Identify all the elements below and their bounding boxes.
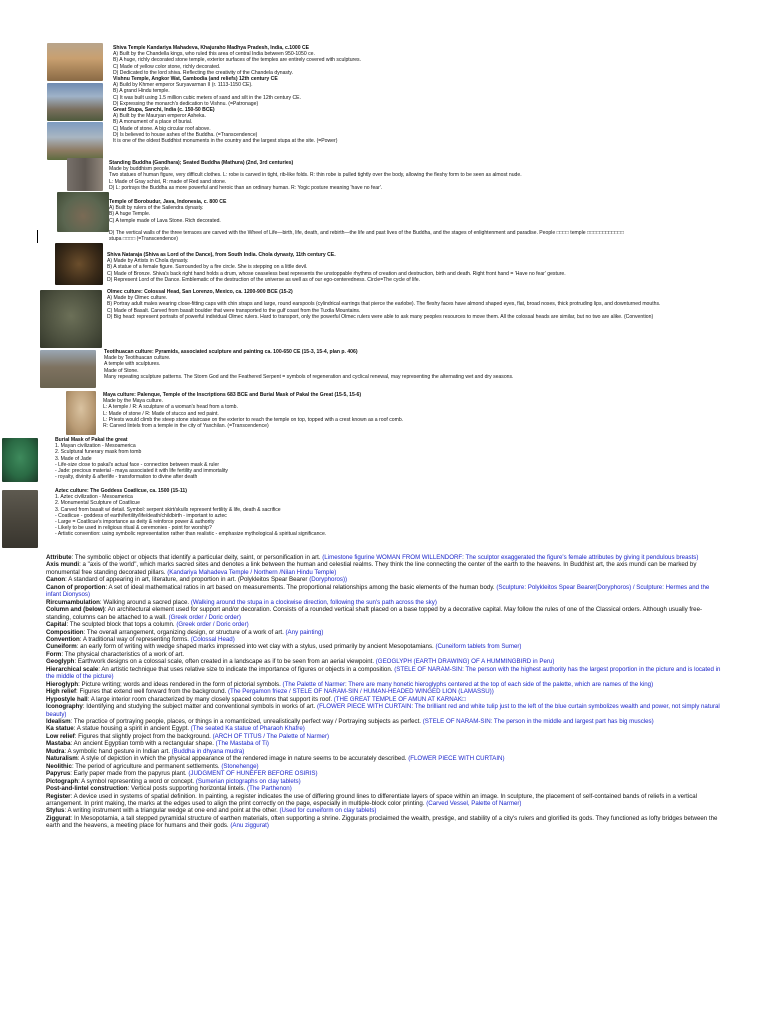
glossary-definition: The physical characteristics of a work of art. [64, 650, 185, 658]
artwork-heading: Aztec culture: The Goddess Coatlicue, ca. 1500 (15-11) [55, 488, 187, 494]
glossary-definition: An ancient Egyptian tomb with a rectangular shape. [73, 740, 214, 748]
artwork-line: D) Dedicated to the lord shiva. Reflecting the creativity of the Chandela dynasty. [113, 69, 293, 76]
shiva-temple-image [47, 43, 103, 81]
glossary-definition: Early paper made from the papyrus plant. [73, 770, 187, 778]
artwork-line: L: Priests would climb the steep stone staircase on the exterior to reach the temple on top, topped with a crest known as a roof comb. [103, 416, 404, 423]
glossary-definition: A standard of appearing in art, literature, and proportion in art. (Polykleitos Spear Bearer [68, 576, 308, 584]
glossary-example: (Cuneiform tablets from Sumer) [435, 643, 522, 651]
glossary-colon: : [73, 725, 77, 733]
artwork-line: Made by Teotihuacan culture. [104, 355, 171, 362]
glossary-example: (Anu ziggurat) [230, 822, 269, 830]
glossary-definition: A device used in systems of spatial definition. In painting, a register indicates the use of differing ground lines to differentiate layers of space within an image. In sculpture, the placement of self-contained bands of reliefs in a vertical arrangement. In print making, the marks at the edges used to align the print correctly on the page, especially in multiple-block color printing. [46, 792, 698, 807]
artwork-line: B) A huge Temple. [109, 211, 151, 218]
artwork-line: D) The vertical walls of the three terraces are carved with the Wheel of Life—birth, life, death, and rebirth—the life and past lives of the Buddha, and the stages of enlightenment and paradise. People □□□□ temple □□□□□□□□□□□□ [109, 229, 624, 236]
glossary-example: (Greek order / Doric order) [168, 613, 241, 621]
glossary-example: (The seated Ka statue of Pharaoh Khafre) [190, 725, 305, 733]
artwork-line: A) Built by the Mauryan emperor Asheka. [113, 113, 206, 120]
artwork-line: - royalty, divinity & afterlife - transformation to divine after death [55, 474, 198, 481]
glossary-term: Neolithic [46, 762, 72, 770]
glossary-term: Rircumambulation [46, 598, 100, 606]
glossary-definition: A traditional way of representing forms. [82, 635, 190, 643]
standing-buddha-image [67, 158, 103, 191]
artwork-line: L: Made of stone / R: Made of stucco and red paint. [103, 410, 219, 417]
artwork-heading: Great Stupa, Sanchi, India (c. 150-50 BCE) [113, 107, 215, 113]
teotihuacan-image [40, 350, 96, 388]
glossary-colon: : [76, 643, 81, 651]
glossary-definition: An artistic technique that uses relative size to indicate the importance of figures or objects in a composition. [101, 665, 393, 673]
artwork-line: 3. Carved from basalt w/ detail. Symbol: serpent skirt/skulls represent fertility & life, death & sacrifice [55, 506, 281, 513]
artwork-line: C) A temple made of Lava Stone. Rich decorated. [109, 217, 221, 224]
artwork-angkor-wat [113, 76, 713, 107]
artwork-line: D) Big head: represent portraits of powerful individual Olmec rulers. Hard to transport, only the powerful Olmec rulers were able to ask many peoples resources to move them. All the colossal heads are similar, but no two are alike. (Convention) [107, 313, 654, 320]
glossary-term: Canon [46, 576, 66, 584]
artwork-line: C) It was built using 1.5 million cubic meters of sand and silt in the 12th century CE. [113, 94, 301, 101]
glossary-definition: A symbol representing a word or concept. [81, 777, 195, 785]
artwork-borobudur [109, 199, 729, 242]
artwork-great-stupa [113, 107, 713, 144]
glossary-colon: : [74, 658, 78, 666]
artwork-line: L: Made of Gray schist, R: made of Red sand stone. [109, 178, 227, 185]
artwork-line: 1. Mayan civilization - Mesoamerica [55, 443, 136, 450]
angkor-wat-image [47, 83, 103, 121]
glossary-example: (STELE OF NARAM-SIN: The person with the highest authority has the largest proportion in the picture and is located in the middle of the picture) [46, 665, 721, 681]
glossary-colon: : [61, 650, 65, 658]
artwork-line: D) Represent Lord of the Dance. Emblematic of the destruction of the universe as well as of our ego-centeredness. Circle=The cycle of life. [107, 276, 420, 283]
glossary-term: High relief [46, 688, 77, 696]
glossary-term: Geoglyph [46, 658, 75, 666]
glossary-entry [46, 606, 724, 621]
artwork-line: - Coatlicue - goddess of earth/fertility/life/death/childbirth - important to aztec [55, 512, 227, 519]
glossary-example: (Colossal Head) [190, 635, 235, 643]
artwork-line: A temple with sculptures. [104, 361, 161, 368]
glossary-colon: : [104, 606, 108, 614]
glossary-entry [46, 740, 724, 747]
glossary-entry [46, 599, 724, 606]
glossary-entry [46, 561, 724, 576]
artwork-line: A) Built by the Chandella kings, who ruled this area of central India between 950-1050 ce. [113, 51, 315, 58]
glossary-colon: : [105, 583, 109, 591]
artwork-line: Made by buddhism people. [109, 166, 171, 173]
artwork-heading: Standing Buddha (Gandhara); Seated Buddha (Mathura) (2nd, 3rd centuries) [109, 160, 294, 166]
glossary-entry [46, 681, 724, 688]
glossary-entry [46, 807, 724, 814]
glossary-term: Stylus [46, 807, 65, 815]
artwork-heading: Shiva Nataraja (Shiva as Lord of the Dance), from South India. Chola dynasty, 11th century CE. [107, 252, 336, 258]
artwork-line: D) L: portrays the Buddha as more powerful and heroic than an ordinary human. R: Yogic posture meaning 'have no fear'. [109, 184, 383, 191]
artwork-olmec-head [107, 289, 732, 320]
artwork-line: B) A monument of a place of burial. [113, 119, 193, 126]
glossary-colon: : [71, 762, 76, 770]
glossary-example: (The Mastaba of Ti) [215, 740, 269, 748]
glossary-term: Idealism [46, 717, 71, 725]
glossary-example: (GEOGLYPH (EARTH DRAWING) OF A HUMMINGBIRD in Peru) [375, 658, 555, 666]
artwork-heading: Teotihuacan culture: Pyramids, associated sculpture and painting ca. 100-650 CE (15-3, 15-4, plan p. 406) [104, 349, 358, 355]
artwork-line: B) A grand Hindu temple. [113, 88, 170, 95]
artwork-heading: Maya culture: Palenque, Temple of the Inscriptions 683 BCE and Burial Mask of Pakal the Great (15-5, 15-6) [103, 392, 362, 398]
glossary-definition: Figures that extend well forward from the background. [79, 688, 227, 696]
artwork-line: It is one of the oldest Buddhist monuments in the country and the largest stupa at the site. (=Power) [113, 138, 338, 145]
glossary-example: (The Pergamon frieze / STELE OF NARAM-SIN / HUMAN-HEADED WINGED LION (LAMASSU)) [227, 688, 494, 696]
glossary-example: (JUDGMENT OF HUNEFER BEFORE OSIRIS) [188, 770, 318, 778]
glossary [46, 554, 724, 830]
glossary-entry [46, 688, 724, 695]
glossary-entry [46, 666, 724, 681]
glossary-definition: A statue housing a spirit in ancient Egypt. [76, 725, 190, 733]
glossary-definition: The practice of portraying people, places, or things in a romanticized, unrealistically perfect way / Portraying subjects as perfect. [73, 717, 422, 725]
glossary-definition: In Mesopotamia, a tall stepped pyramidal structure of earthen materials, often supporting a shrine. Ziggurats proclaimed the wealth, prestige, and stability of a city's rulers and glorified its gods. They functioned as lofty bridges between the earth and the heavens, a meeting place for humans and their gods. [46, 814, 718, 830]
glossary-colon: : [66, 621, 70, 629]
glossary-entry [46, 815, 724, 830]
artwork-teotihuacan [104, 349, 732, 380]
glossary-definition: An architectural element used for support and/or decoration. Consists of a rounded vertical shaft placed on a base topped by a decorative capital. May follow the rules of one of the Classical orders. Although usually free-standing, columns can be attached to a wall. [46, 606, 703, 621]
artwork-line: 3. Made of Jade [55, 455, 92, 462]
glossary-definition: The sculpted block that tops a column. [69, 621, 175, 629]
olmec-head-image [40, 290, 102, 348]
glossary-entry [46, 554, 724, 561]
glossary-colon: : [70, 792, 74, 800]
artwork-shiva-nataraja [107, 252, 732, 283]
artwork-line: L: A temple / R: A sculpture of a woman's head from a tomb. [103, 404, 238, 411]
glossary-example: (FLOWER PIECE WITH CURTAIN: The brilliant red and white tulip just to the left of the blue curtain symbolizes wealth and power, not simply natural beauty) [46, 703, 720, 718]
glossary-colon: : [82, 703, 87, 711]
glossary-example: (THE GREAT TEMPLE OF AMUN AT KARNAK□ [333, 695, 466, 703]
glossary-example: (Doryphoros)) [309, 576, 348, 584]
glossary-example: (Stonehenge) [221, 762, 259, 770]
artwork-line: Made by the Maya culture. [103, 398, 164, 405]
glossary-definition: A writing instrument with a triangular wedge at one end and point at the other. [67, 807, 278, 815]
glossary-colon: : [98, 665, 102, 673]
glossary-colon: : [64, 747, 68, 755]
glossary-entry [46, 643, 724, 650]
glossary-term: Iconography [46, 703, 83, 711]
artwork-line: Many repeating sculpture patterns. The Storm God and the Feathered Serpent = symbols of regeneration and cyclical renewal, may representing the alternating wet and dry seasons. [104, 373, 514, 380]
glossary-entry [46, 584, 724, 599]
glossary-term: Post-and-lintel construction [46, 785, 128, 793]
glossary-definition: The period of agriculture and permanent settlements. [75, 762, 220, 770]
glossary-definition: Figures that slightly project from the background. [78, 732, 211, 740]
artwork-coatlicue [55, 488, 555, 538]
glossary-definition: The symbolic object or objects that identify a particular deity, saint, or personification in art. [74, 554, 321, 561]
glossary-entry [46, 770, 724, 777]
artwork-line: - Artistic convention: using symbolic representation rather than realistic - emphasize mythological & spiritual significance. [55, 531, 327, 538]
artwork-line: 2. Sculptural funerary mask from tomb [55, 449, 142, 456]
glossary-definition: Picture writing; words and ideas rendered in the form of pictorial symbols. [81, 680, 281, 688]
glossary-definition: A style of depiction in which the physical appearance of the rendered image in nature seems to be accurately described. [80, 755, 407, 763]
artwork-standing-buddha [109, 160, 729, 191]
glossary-term: Hierarchical scale [46, 665, 99, 673]
glossary-colon: : [87, 695, 91, 703]
glossary-colon: : [79, 561, 83, 569]
glossary-entry [46, 733, 724, 740]
artwork-heading: Temple of Borobudur, Java, Indonesia, c. 800 CE [109, 199, 227, 205]
glossary-definition: A set of ideal mathematical ratios in art based on measurements. The proportional relationships among the basic elements of the human body. [108, 583, 495, 591]
glossary-colon: : [77, 755, 81, 763]
glossary-entry [46, 725, 724, 732]
glossary-definition: The overall arrangement, organizing design, or structure of a work of art. [86, 628, 284, 636]
artwork-line: A) Build by Khmer emperor Suryavarman II (r. 1113-1150 CE). [113, 82, 253, 89]
artwork-line: - Large = Coatlicue's importance as deity & reinforce power & authority [55, 519, 215, 526]
glossary-term: Ziggurat [46, 814, 71, 822]
glossary-example: (Walking around the stupa in a clockwise direction, following the sun's path across the sky) [190, 598, 437, 606]
artwork-line: C) Made of Bronze. Shiva's back right hand holds a drum, whose ceaseless beat represents the unstoppable rhythms of creation and destruction, birth and death. Right front hand = 'Have no fear' gesture. [107, 270, 566, 277]
glossary-colon: : [83, 628, 87, 636]
glossary-entry [46, 651, 724, 658]
glossary-entry [46, 629, 724, 636]
glossary-term: Axis mundi [46, 561, 80, 569]
glossary-colon: : [70, 770, 74, 778]
glossary-entry [46, 778, 724, 785]
glossary-entry [46, 636, 724, 643]
glossary-definition: A symbolic hand gesture in Indian art. [67, 747, 170, 755]
glossary-definition: Vertical posts supporting horizontal lintels. [130, 785, 246, 793]
artwork-line: B) Portray adult males wearing close-fitting caps with chin straps and large, round earspools (cylindrical earrings that pierce the earlobe). The fleshy faces have almond shaped eyes, flat, broad noses, thick protruding lips, and downturned mouths. [107, 301, 661, 308]
glossary-entry [46, 703, 724, 718]
artwork-line: Made of Stone. [104, 367, 139, 374]
glossary-term: Naturalism [46, 755, 78, 763]
glossary-colon: : [76, 688, 80, 696]
artwork-line: Two statues of human figure, very difficult clothes. L: robe is carved in tight, rib-like folds. R: thin robe is pulled tightly over the body, allowing the fleshy form to be seen as almost nude. [109, 172, 522, 179]
glossary-entry [46, 785, 724, 792]
glossary-term: Hieroglyph [46, 680, 79, 688]
pakal-mask-image [2, 438, 38, 482]
glossary-example: (Used for cuneiform on clay tablets) [279, 807, 377, 815]
glossary-colon: : [65, 576, 69, 584]
coatlicue-image [2, 490, 38, 548]
glossary-entry [46, 793, 724, 808]
glossary-entry [46, 755, 724, 762]
artwork-line: A) Made by Artists in Chola dynasty. [107, 258, 189, 265]
borobudur-image [57, 192, 109, 232]
glossary-example: (Sculpture: Polykleitos Spear Bearer(Doryphoros) / Sculpture: Hermes and the infant Dionysos) [46, 583, 710, 599]
palenque-image [66, 391, 96, 435]
glossary-entry [46, 748, 724, 755]
glossary-example: (Carved Vessel, Palette of Narmer) [426, 799, 522, 807]
glossary-example: (Any painting) [285, 628, 324, 636]
artwork-heading: Burial Mask of Pakal the great [55, 437, 128, 443]
artwork-line: B) A huge, richly decorated stone temple, exterior surfaces of the temples are entirely covered with sculptures. [113, 57, 362, 64]
glossary-colon: : [127, 785, 131, 793]
great-stupa-image [47, 122, 103, 160]
glossary-term: Attribute [46, 554, 72, 561]
glossary-colon: : [70, 717, 74, 725]
glossary-term: Papyrus [46, 770, 71, 778]
glossary-example: (Buddha in dhyana mudra) [171, 747, 245, 755]
artwork-palenque [103, 392, 731, 429]
artwork-heading: Olmec culture: Colossal Head, San Lorenzo, Mexico, ca. 1200-900 BCE (15-2) [107, 289, 293, 295]
glossary-example: (Sumerian pictographs on clay tablets) [195, 777, 301, 785]
glossary-term: Convention [46, 635, 80, 643]
glossary-term: Column and (below) [46, 606, 105, 614]
artwork-line: D) Is believed to house ashes of the Buddha. (=Transcendence) [113, 131, 258, 138]
artwork-line: A) Built by rulers of the Sailendra dynasty. [109, 205, 204, 212]
glossary-entry [46, 576, 724, 583]
artwork-line: B) A statue of a female figure. Surrounded by a fire circle. She is stepping on a little devil. [107, 264, 308, 271]
glossary-definition: an early form of writing with wedge shaped marks impressed into wet clay with a stylus, used primarily by ancient Mesopotamians. [80, 643, 434, 651]
artwork-line: R: Carved lintels from a temple in the city of Yaxchilan. (=Transcendence) [103, 423, 269, 430]
glossary-colon: : [70, 814, 74, 822]
glossary-example: (FLOWER PIECE WITH CURTAIN) [408, 755, 505, 763]
artwork-heading: Vishnu Temple, Angkor Wat, Cambodia (and reliefs) 12th century CE [113, 76, 278, 82]
artwork-line: 1. Aztec civilization - Mesoamerica [55, 494, 133, 501]
artwork-line: - Life-size close to pakal's actual face - connection between mask & ruler [55, 461, 220, 468]
glossary-colon: : [70, 740, 74, 748]
glossary-colon: : [79, 635, 83, 643]
glossary-entry [46, 763, 724, 770]
glossary-entry [46, 696, 724, 703]
glossary-colon: : [78, 680, 82, 688]
artwork-line: A) Made by Olmec culture. [107, 295, 168, 302]
glossary-example: (The Parthenon) [247, 785, 292, 793]
artwork-heading: Shiva Temple Kandariya Mahadeva, Khajuraho Madhya Pradesh, India, c.1000 CE [113, 45, 310, 51]
glossary-term: Hypostyle hall [46, 695, 88, 703]
artwork-line: stupa □□□□ (=Transcendence) [109, 236, 178, 243]
glossary-definition: Earthwork designs on a colossal scale, often created in a landscape as if to be seen from an aerial viewpoint. [77, 658, 375, 666]
glossary-term: Ka statue [46, 725, 74, 733]
artwork-line: - Likely to be used in religious ritual & ceremonies - point for worship? [55, 525, 212, 532]
artwork-pakal-mask [55, 437, 455, 480]
glossary-colon: : [78, 777, 82, 785]
glossary-definition: a "axis of the world", which marks sacred sites and denotes a link between the human and celestial realms. They think the line connecting the center of the earth to the heavens. In Buddhist art, the axis mundi can be marked by monumental free standing decorated pillars. [46, 561, 697, 576]
glossary-term: Cuneiform [46, 643, 77, 651]
glossary-term: Capital [46, 621, 67, 629]
glossary-term: Low relief [46, 732, 75, 740]
artwork-line: C) Made of yellow color stone, richly decorated. [113, 63, 221, 70]
glossary-colon: : [74, 732, 79, 740]
glossary-example: (The Palette of Narmer: There are many honetic hieroglyphs centered at the top of each side of the palette, which are names of the king) [282, 680, 654, 688]
glossary-term: Mudra [46, 747, 65, 755]
glossary-term: Mastaba [46, 740, 71, 748]
glossary-entry [46, 718, 724, 725]
shiva-nataraja-image [55, 243, 103, 285]
text-cursor [37, 230, 38, 243]
glossary-entry [46, 621, 724, 628]
artwork-shiva-temple [113, 45, 713, 76]
artwork-line: - Jade: precious material - maya associated it with life fertility and immortality [55, 468, 228, 475]
glossary-term: Form [46, 650, 62, 658]
glossary-example: (STELE OF NARAM-SIN: The person in the middle and largest part has big muscles) [422, 717, 654, 725]
glossary-example: (Greek order / Doric order) [176, 621, 249, 629]
glossary-colon: : [99, 598, 104, 606]
glossary-term: Canon of proportion [46, 583, 106, 591]
glossary-definition: Identifying and studying the subject matter and conventional symbols in works of art. [86, 703, 316, 711]
artwork-line: C) Made of Basalt. Carved from basalt boulder that were transported to the gulf coast from the Tuxtla Mountains. [107, 307, 361, 314]
glossary-example: (ARCH OF TITUS / The Palette of Narmer) [212, 732, 330, 740]
glossary-definition: Walking around a sacred place. [103, 598, 190, 606]
artwork-line: D) Expressing the monarch's dedication to Vishnu. (=Patronage) [113, 100, 259, 107]
artwork-line: 2. Monumental Sculpture of Coatlicue [55, 500, 140, 507]
glossary-colon: : [64, 807, 68, 815]
artwork-line: C) Made of stone. A big circular roof above. [113, 125, 211, 132]
glossary-definition: A large interior room characterized by many closely spaced columns that support its roof. [90, 695, 333, 703]
glossary-term: Register [46, 792, 71, 800]
glossary-colon: : [71, 554, 75, 561]
glossary-example: (Kandariya Mahadeva Temple / Northern /Nilan Hindu Temple) [167, 568, 337, 576]
glossary-term: Composition [46, 628, 84, 636]
glossary-entry [46, 658, 724, 665]
glossary-term: Pictograph [46, 777, 79, 785]
glossary-example: (Limestone figurine WOMAN FROM WILLENDORF: The sculptor exaggerated the figure's female attributes by giving it pendulous breasts) [322, 554, 699, 561]
